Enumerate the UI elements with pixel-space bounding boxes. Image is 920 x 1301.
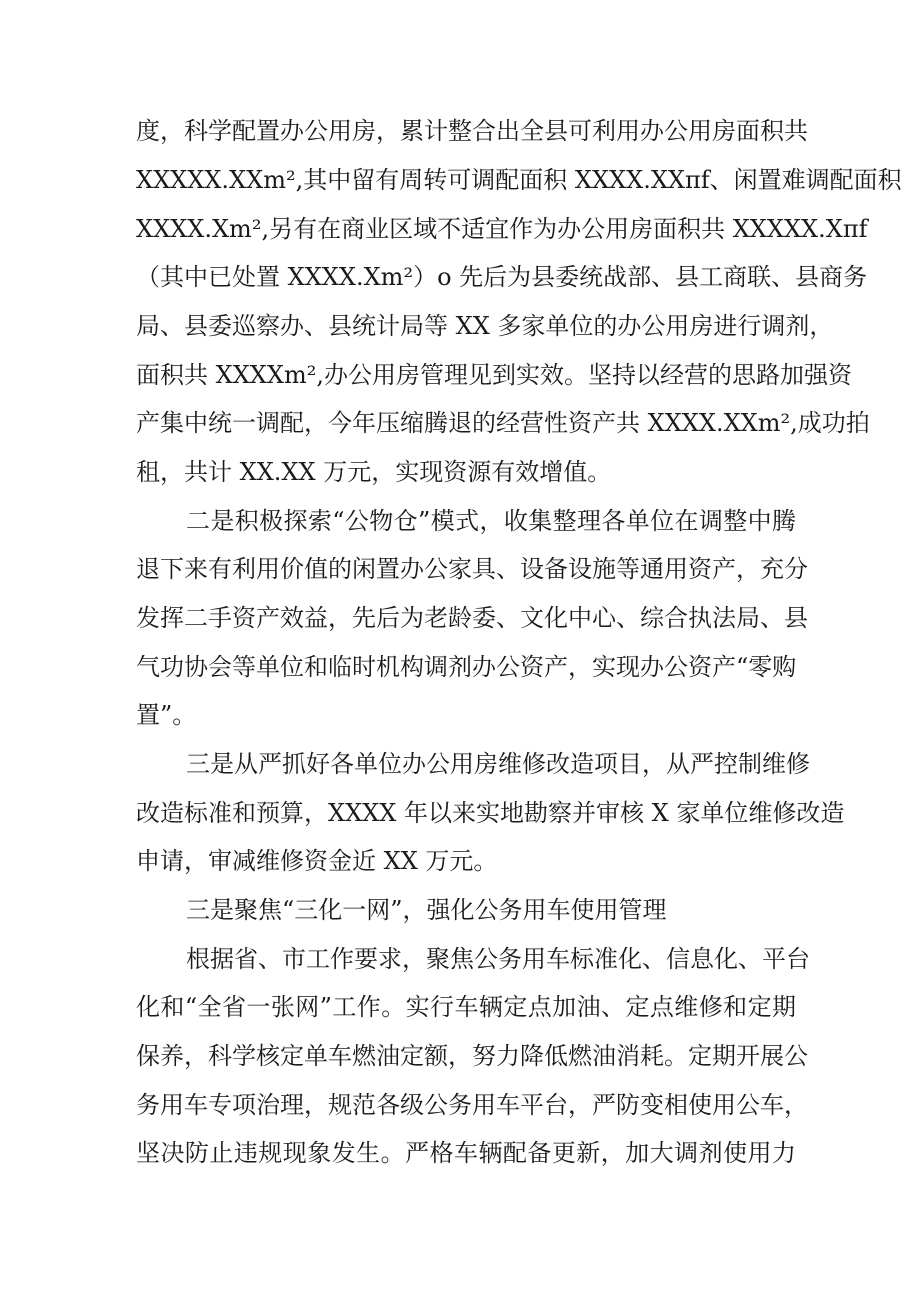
paragraph-2-line-5: 置”。: [136, 701, 197, 729]
paragraph-1-line-1: 度，科学配置办公用房，累计整合出全县可利用办公用房面积共: [136, 117, 808, 145]
paragraph-1-line-2: XXXXX.XXm²,其中留有周转可调配面积 XXXX.XXπf、闲置难调配面积: [136, 166, 902, 194]
paragraph-5-line-4: 务用车专项治理，规范各级公务用车平台，严防变相使用公车，: [136, 1091, 808, 1119]
paragraph-2-line-1: 二是积极探索“公物仓”模式，收集整理各单位在调整中腾: [186, 507, 796, 535]
paragraph-2-line-4: 气功协会等单位和临时机构调剂办公资产，实现办公资产“零购: [136, 653, 797, 681]
paragraph-5-line-5: 坚决防止违规现象发生。严格车辆配备更新，加大调剂使用力: [136, 1139, 796, 1167]
section-heading: 三是聚焦“三化一网”，强化公务用车使用管理: [186, 896, 667, 924]
paragraph-1-line-8: 租，共计 XX.XX 万元，实现资源有效增值。: [136, 458, 612, 486]
paragraph-1-line-4: （其中已处置 XXXX.Xm²）o 先后为县委统战部、县工商联、县商务: [136, 263, 868, 291]
paragraph-2-line-3: 发挥二手资产效益，先后为老龄委、文化中心、综合执法局、县: [136, 604, 808, 632]
paragraph-5-line-2: 化和“全省一张网”工作。实行车辆定点加油、定点维修和定期: [136, 993, 796, 1021]
paragraph-2-line-2: 退下来有利用价值的闲置办公家具、设备设施等通用资产，充分: [136, 555, 808, 583]
paragraph-3-line-3: 申请，审减维修资金近 XX 万元。: [136, 847, 498, 875]
paragraph-1-line-6: 面积共 XXXXm²,办公用房管理见到实效。坚持以经营的思路加强资: [136, 361, 852, 389]
paragraph-3-line-1: 三是从严抓好各单位办公用房维修改造项目，从严控制维修: [186, 750, 810, 778]
paragraph-5-line-3: 保养，科学核定单车燃油定额，努力降低燃油消耗。定期开展公: [136, 1042, 808, 1070]
paragraph-5-line-1: 根据省、市工作要求，聚焦公务用车标准化、信息化、平台: [186, 945, 810, 973]
paragraph-3-line-2: 改造标准和预算，XXXX 年以来实地勘察并审核 X 家单位维修改造: [136, 799, 845, 827]
paragraph-1-line-7: 产集中统一调配，今年压缩腾退的经营性资产共 XXXX.XXm²,成功拍: [136, 409, 870, 437]
paragraph-1-line-5: 局、县委巡察办、县统计局等 XX 多家单位的办公用房进行调剂，: [136, 312, 834, 340]
paragraph-1-line-3: XXXX.Xm²,另有在商业区域不适宜作为办公用房面积共 XXXXX.Xπf: [136, 215, 868, 243]
